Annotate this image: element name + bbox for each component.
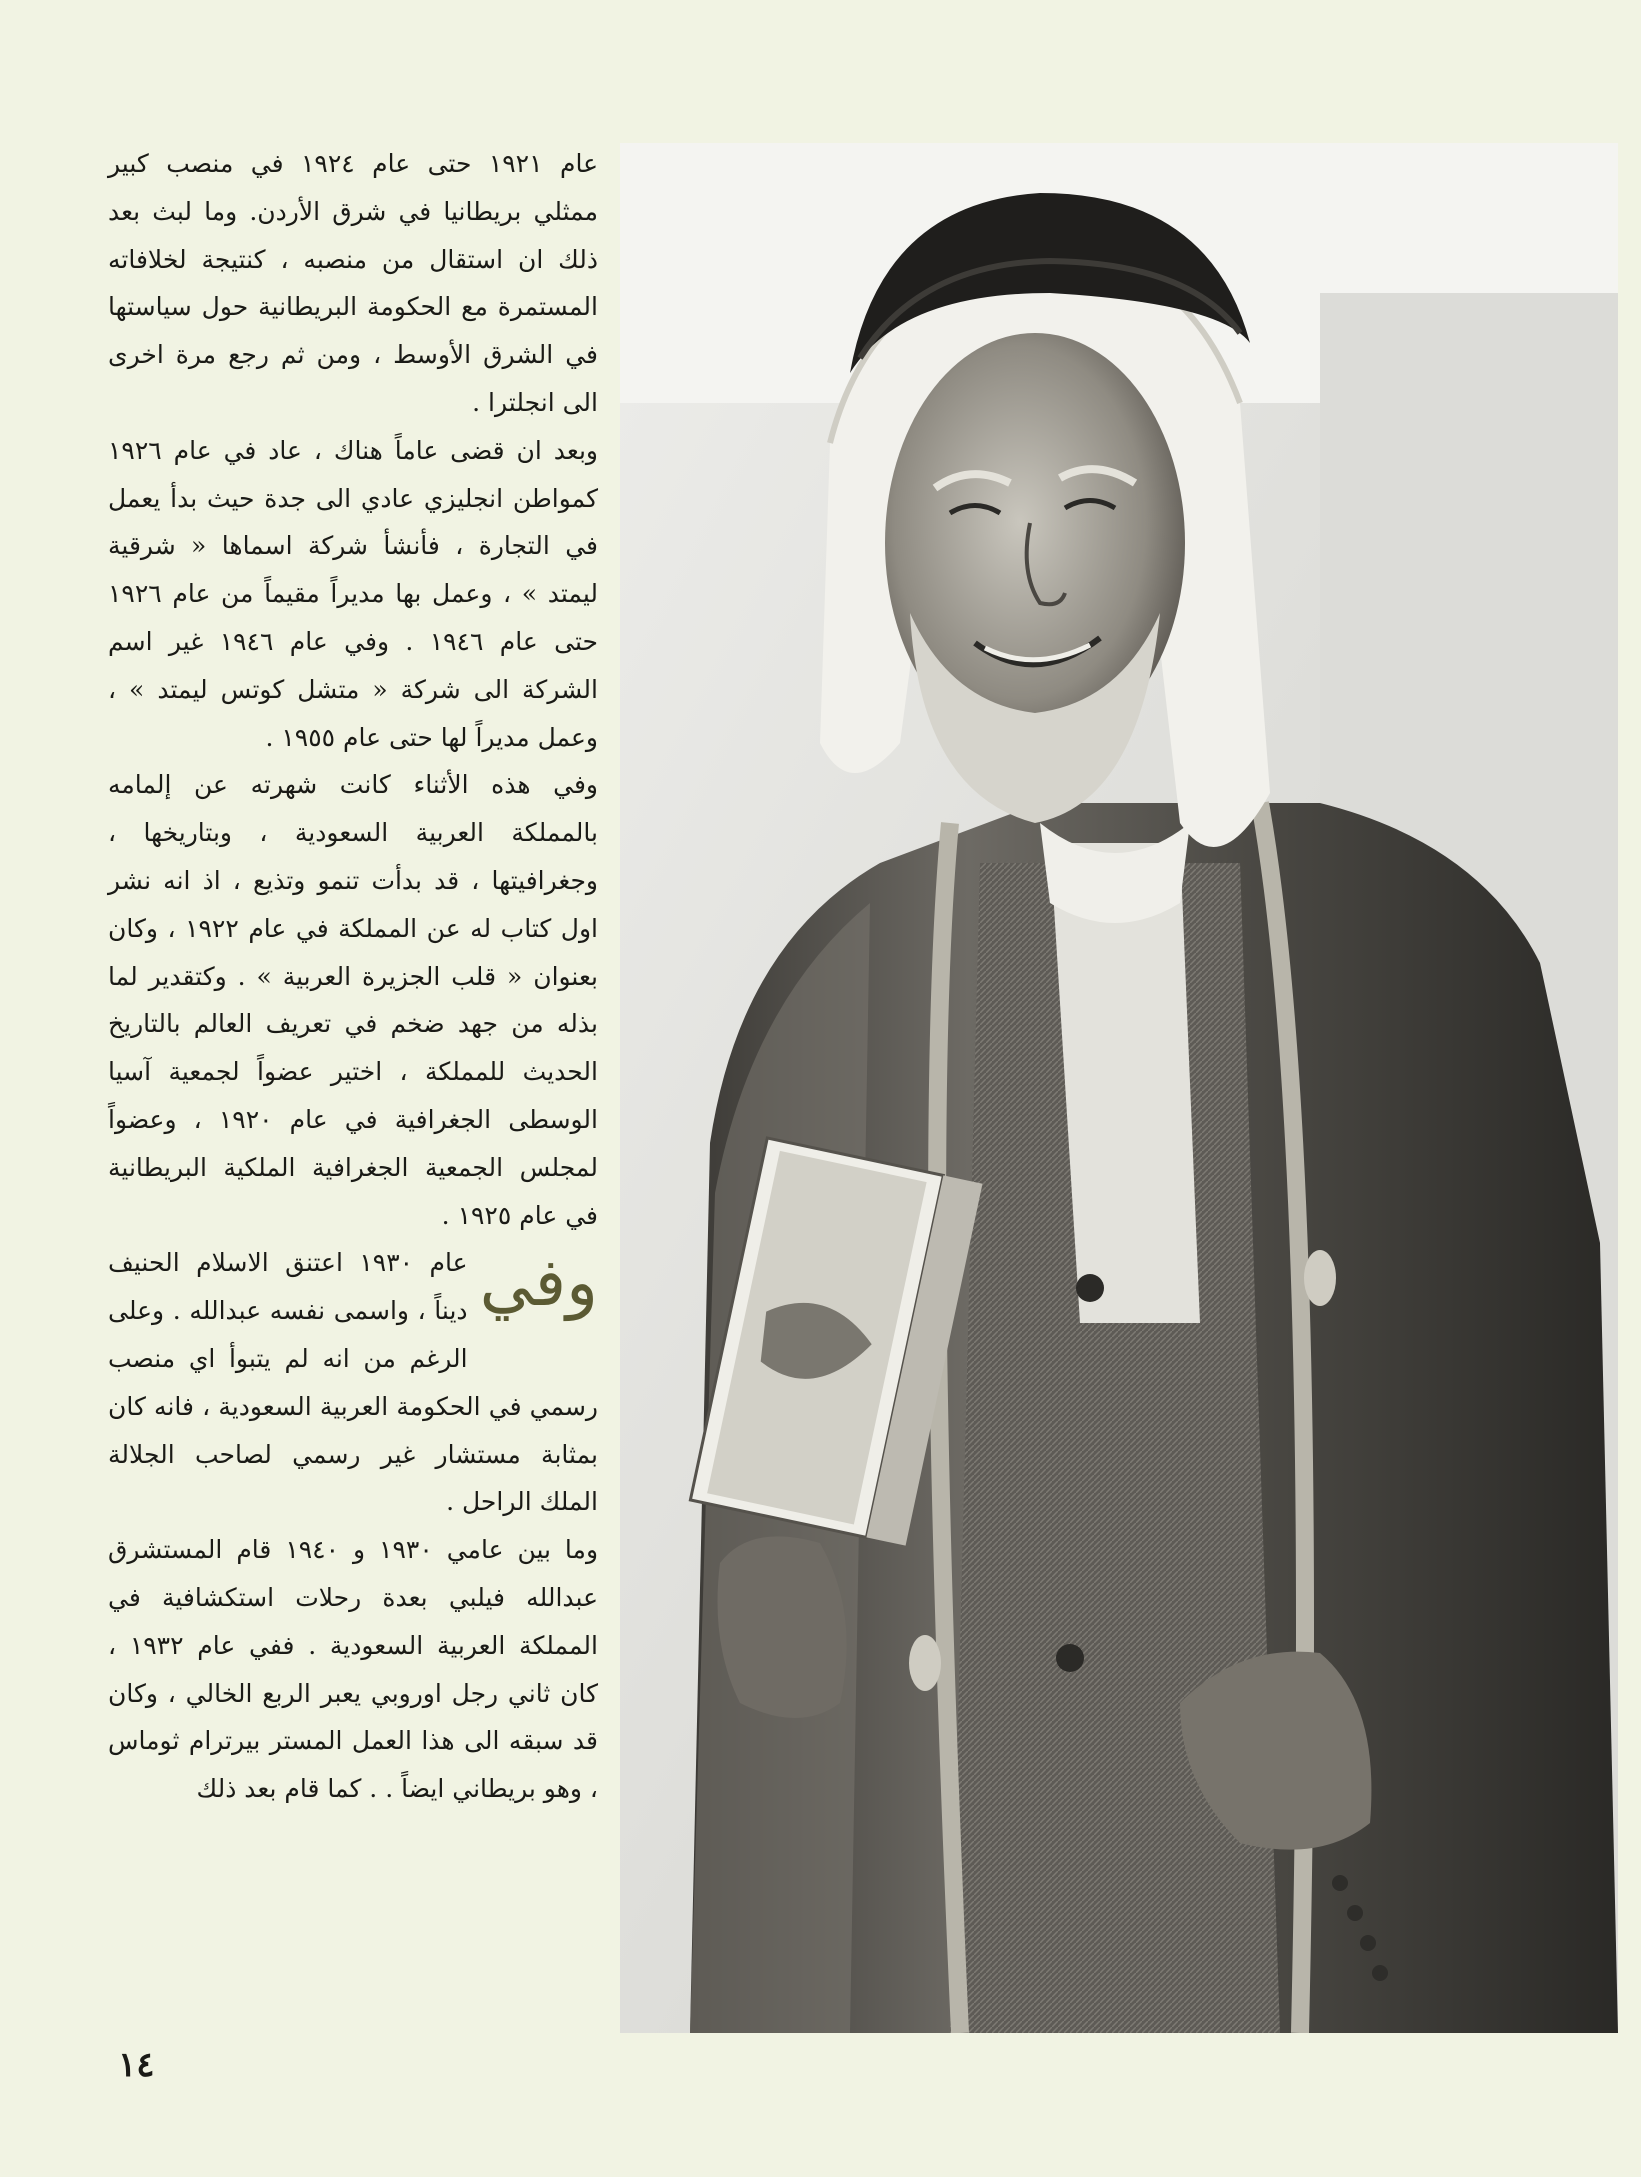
portrait-photo	[620, 143, 1618, 2033]
article-paragraph-5: وما بين عامي ١٩٣٠ و ١٩٤٠ قام المستشرق عبدالله فيلبي بعدة رحلات استكشافية في المملكة العربية السعودية . ففي عام ١٩٣٢ ، كان ثاني رجل اوروبي يعبر الربع الخالي ، وكان قد سبقه الى هذا العمل المستر بيرترام ثوماس ، وهو بريطاني ايضاً . . كما قام بعد ذلك	[108, 1535, 599, 1804]
article-paragraph-dropcap	[108, 1239, 598, 1526]
article-paragraph-3: وفي هذه الأثناء كانت شهرته عن إلمامه بالمملكة العربية السعودية ، وبتاريخها ، وجغرافيتها ، قد بدأت تنمو وتذيع ، اذ انه نشر اول كتاب له عن المملكة في عام ١٩٢٢ ، وكان بعنوان « قلب الجزيرة العربية » . وكتقدير لما بذله من جهد ضخم في تعريف العالم بالتاريخ الحديث للمملكة ، اختير عضواً لجمعية آسيا الوسطى الجغرافية في عام ١٩٢٠ ، وعضواً لمجلس الجمعية الجغرافية الملكية البريطانية في عام ١٩٢٥ .	[108, 770, 598, 1230]
dropcap-paragraph-text: عام ١٩٣٠ اعتنق الاسلام الحنيف ديناً ، واسمى نفسه عبدالله . وعلى الرغم من انه لم يتبوأ اي منصب رسمي في الحكومة العربية السعودية ، فانه كان بمثابة مستشار غير رسمي لصاحب الجلالة الملك الراحل .	[108, 1248, 598, 1517]
dropcap-word: وفي	[479, 1244, 598, 1322]
article-paragraph-2: وبعد ان قضى عاماً هناك ، عاد في عام ١٩٢٦ كمواطن انجليزي عادي الى جدة حيث بدأ يعمل في التجارة ، فأنشأ شركة اسماها « شرقية ليمتد » ، وعمل بها مديراً مقيماً من عام ١٩٢٦ حتى عام ١٩٤٦ . وفي عام ١٩٤٦ غير اسم الشركة الى شركة « متشل كوتس ليمتد » ، وعمل مديراً لها حتى عام ١٩٥٥ .	[108, 435, 599, 752]
page-number: ١٤	[118, 2045, 155, 2085]
article-text-column	[108, 140, 598, 1813]
article-paragraph-1: عام ١٩٢١ حتى عام ١٩٢٤ في منصب كبير ممثلي بريطانيا في شرق الأردن. وما لبث بعد ذلك ان استقال من منصبه ، كنتيجة لخلافاته المستمرة مع الحكومة البريطانية حول سياستها في الشرق الأوسط ، ومن ثم رجع مرة اخرى الى انجلترا .	[108, 149, 598, 417]
portrait-illustration	[620, 143, 1618, 2033]
